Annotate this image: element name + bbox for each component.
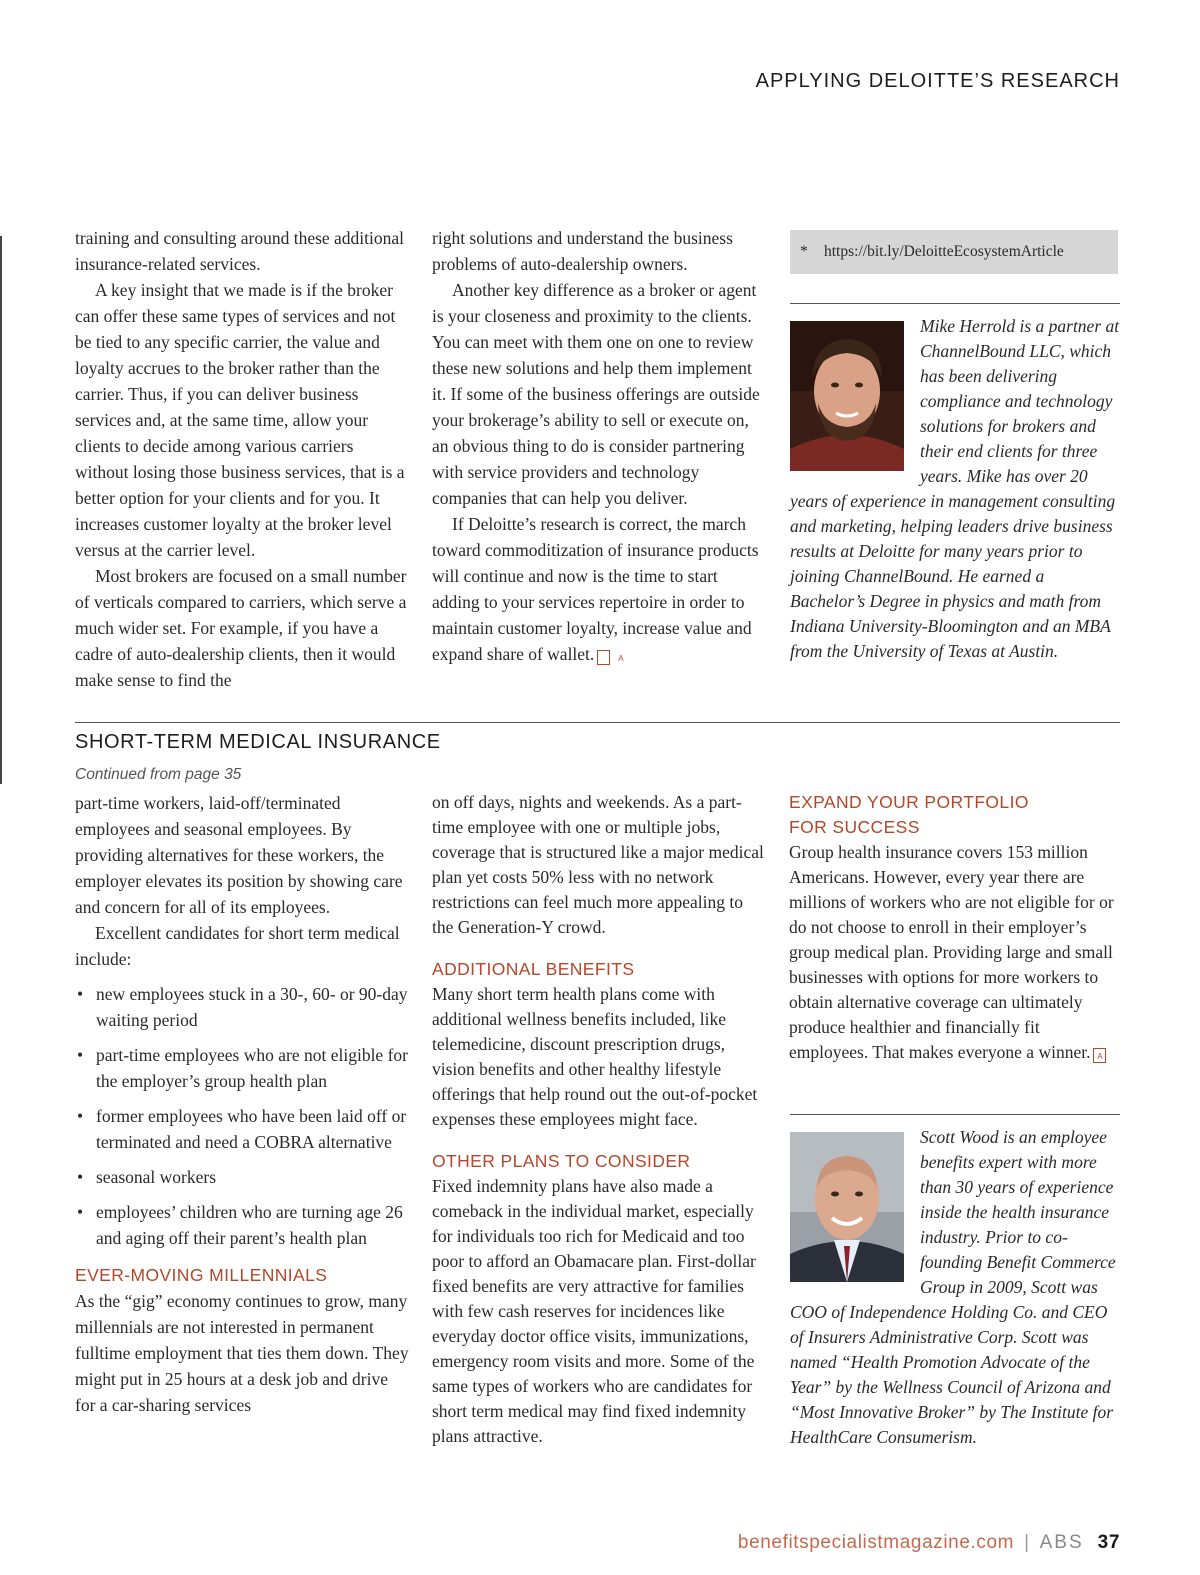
list-item — [75, 1042, 410, 1094]
page-footer — [738, 1532, 1120, 1554]
author-photo — [790, 321, 904, 471]
subhead: OTHER PLANS TO CONSIDER — [432, 1151, 691, 1171]
list-item — [75, 1164, 410, 1190]
list-item — [75, 1199, 410, 1251]
bullet-icon: • — [77, 984, 84, 1004]
footer-separator: | — [1024, 1532, 1030, 1553]
bio-divider — [790, 1114, 1120, 1115]
article-title: SHORT-TERM MEDICAL INSURANCE — [75, 731, 441, 753]
author-bio-mike-herrold — [790, 314, 1120, 664]
bullet-icon: • — [77, 1106, 84, 1126]
bullet-icon: • — [77, 1202, 84, 1222]
top-article-column-1 — [75, 225, 410, 693]
paragraph: Excellent candidates for short term medical include: — [75, 923, 400, 969]
paragraph: As the “gig” economy continues to grow, many millennials are not interested in permanent fulltime employment that ties them down. They might put in 25 hours at a desk job and drive for a car-sharing services — [75, 1291, 409, 1415]
paragraph-text: If Deloitte’s research is correct, the march toward commoditization of insurance products will continue and now is the time to start adding to your services repertoire in order to maintain customer loyalty, increase value and expand share of wallet. — [432, 514, 759, 664]
paragraph — [789, 840, 1119, 1065]
list-item — [75, 981, 410, 1033]
candidates-list — [75, 981, 410, 1251]
list-item — [75, 1103, 410, 1155]
paragraph: Most brokers are focused on a small number of verticals compared to carriers, which serve a much wider set. For example, if you have a cadre of auto-dealership clients, then it would make sense to find the — [75, 566, 407, 690]
footer-magazine: ABS — [1039, 1532, 1084, 1553]
bottom-article-column-1 — [75, 790, 410, 1418]
bullet-icon: • — [77, 1045, 84, 1065]
paragraph-text: Group health insurance covers 153 million Americans. However, every year there are millions of workers who are not eligible for or do not choose to enroll in their employer’s group medical plan. Providing large and small businesses with options for more workers to obtain alternative coverage can ultimately produce healthier and financially fit employees. That makes everyone a winner. — [789, 842, 1114, 1062]
author-photo — [790, 1132, 904, 1282]
subhead: ADDITIONAL BENEFITS — [432, 959, 635, 979]
article-divider — [75, 722, 1120, 723]
bio-text: Scott Wood is an employee benefits expert with more than 30 years of experience inside the health insurance industry. Prior to co-founding Benefit Commerce Group in 2009, Scott was COO of Independence Holding Co. and CEO of Insurers Administrative Corp. Scott was named “Health Promotion Advocate of the Year” by the Wellness Council of Arizona and “Most Innovative Broker” by The Institute for HealthCare Consumerism. — [790, 1127, 1116, 1447]
paragraph: right solutions and understand the business problems of auto-dealership owners. — [432, 228, 733, 274]
top-article-column-2 — [432, 225, 767, 667]
continued-from-link: Continued from page 35 — [75, 766, 242, 783]
abs-end-mark-icon: A — [597, 650, 610, 665]
list-item-text: new employees stuck in a 30-, 60- or 90-day waiting period — [96, 984, 408, 1030]
list-item-text: seasonal workers — [96, 1167, 217, 1187]
author-bio-scott-wood — [790, 1125, 1120, 1450]
page-number: 37 — [1097, 1532, 1120, 1553]
paragraph: training and consulting around these additional insurance-related services. — [75, 228, 405, 274]
paragraph: Many short term health plans come with additional wellness benefits included, like telemedicine, discount prescription drugs, vision benefits and other healthy lifestyle offerings that help round out the out-of-pocket expenses these employees might face. — [432, 984, 758, 1129]
bullet-icon: • — [77, 1167, 84, 1187]
reference-note — [790, 230, 1118, 274]
list-item-text: part-time employees who are not eligible for the employer’s group health plan — [96, 1045, 408, 1091]
paragraph: part-time workers, laid-off/terminated employees and seasonal employees. By providing alternatives for these workers, the employer elevates its position by showing care and concern for all of its employees. — [75, 793, 403, 917]
abs-end-mark-icon: A — [1093, 1048, 1106, 1063]
footnote-marker: * — [800, 243, 808, 260]
section-header: APPLYING DELOITTE’S RESEARCH — [755, 70, 1120, 92]
paragraph: A key insight that we made is if the broker can offer these same types of services and not be tied to any specific carrier, the value and loyalty accrues to the broker rather than the carrier. Thus, if you can deliver business services and, at the same time, allow your clients to decide among various carriers without losing those business services, that is a better option for your clients and for you. It increases customer loyalty at the broker level versus at the carrier level. — [75, 280, 405, 560]
bottom-article-column-3 — [789, 790, 1119, 1065]
paragraph: Another key difference as a broker or agent is your closeness and proximity to the clients. You can meet with them one on one to review these new solutions and help them implement it. If some of the business offerings are outside your brokerage’s ability to sell or execute on, an obvious thing to do is consider partnering with service providers and technology companies that can help you deliver. — [432, 280, 760, 508]
author-portrait-icon — [790, 321, 904, 471]
reference-link[interactable]: https://bit.ly/DeloitteEcosystemArticle — [824, 243, 1064, 260]
list-item-text: employees’ children who are turning age 26 and aging off their parent’s health plan — [96, 1202, 403, 1248]
subhead: EVER-MOVING MILLENNIALS — [75, 1265, 328, 1285]
page-edge-rule — [0, 236, 2, 784]
paragraph: Fixed indemnity plans have also made a comeback in the individual market, especially for individuals too rich for Medicaid and too poor to afford an Obamacare plan. First-dollar fixed benefits are very attractive for families with few cash reserves for incidences like everyday doctor office visits, immunizations, emergency room visits and more. Some of the same types of workers who are candidates for short term medical may find fixed indemnity plans attractive. — [432, 1176, 756, 1446]
bottom-article-column-2 — [432, 790, 767, 1449]
paragraph — [432, 511, 767, 667]
footer-site-link[interactable]: benefitspecialistmagazine.com — [737, 1532, 1015, 1553]
bio-divider — [790, 303, 1120, 304]
author-portrait-icon — [790, 1132, 904, 1282]
bio-text: Mike Herrold is a partner at ChannelBound LLC, which has been delivering compliance and technology solutions for brokers and their end clients for three years. Mike has over 20 years of experience in management consulting and marketing, helping leaders drive business results at Deloitte for many years prior to joining ChannelBound. He earned a Bachelor’s Degree in physics and math from Indiana University-Bloomington and an MBA from the University of Texas at Austin. — [790, 316, 1120, 661]
paragraph: on off days, nights and weekends. As a part-time employee with one or multiple jobs, coverage that is structured like a major medical plan yet costs 50% less with no network restrictions can feel much more appealing to the Generation-Y crowd. — [432, 792, 764, 937]
list-item-text: former employees who have been laid off or terminated and need a COBRA alternative — [96, 1106, 407, 1152]
subhead: EXPAND YOUR PORTFOLIO FOR SUCCESS — [789, 792, 1029, 837]
